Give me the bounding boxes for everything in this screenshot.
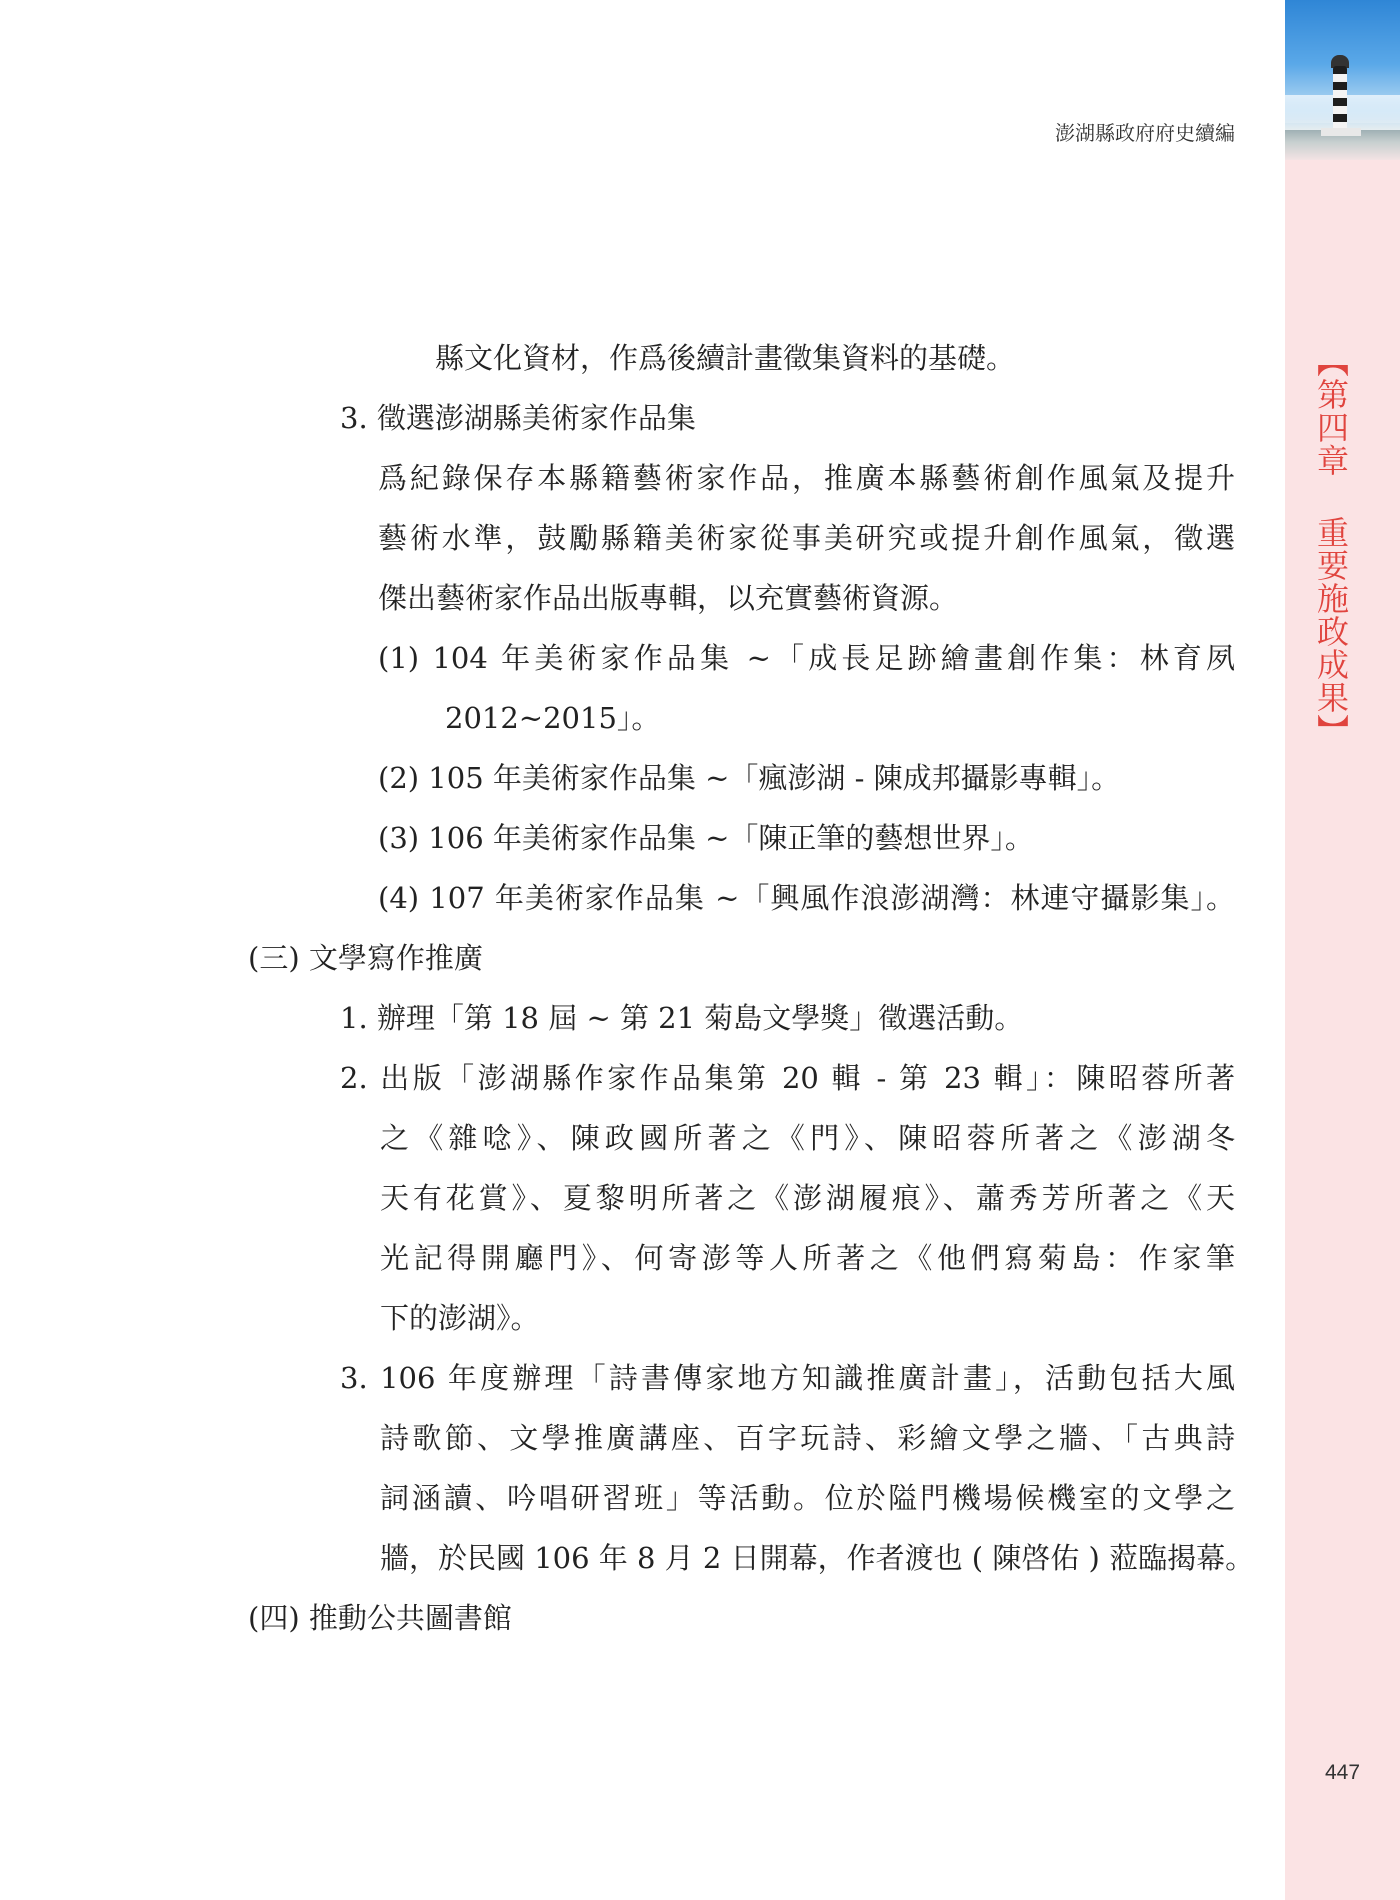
lighthouse-base xyxy=(1321,128,1361,136)
text-line: 光記得開廳門》、何寄澎等人所著之《他們寫菊島：作家筆 xyxy=(380,1241,1235,1275)
text-line: 縣文化資材，作爲後續計畫徵集資料的基礎。 xyxy=(435,341,1016,375)
list-item: (3) 106 年美術家作品集 ~「陳正筆的藝想世界」。 xyxy=(378,821,1034,855)
text-line: 藝術水準，鼓勵縣籍美術家從事美研究或提升創作風氣，徵選 xyxy=(378,521,1235,555)
text-line: 爲紀錄保存本縣籍藝術家作品，推廣本縣藝術創作風氣及提升 xyxy=(378,461,1235,495)
text-line: 3. 106 年度辦理「詩書傳家地方知識推廣計畫」，活動包括大風 xyxy=(340,1361,1235,1395)
text-line: 牆，於民國 106 年 8 月 2 日開幕，作者渡也 ( 陳啓佑 ) 蒞臨揭幕。 xyxy=(380,1541,1255,1575)
running-head: 澎湖縣政府府史續編 xyxy=(1055,121,1235,145)
list-item-continuation: 2012~2015」。 xyxy=(445,701,661,735)
list-item: (4) 107 年美術家作品集 ~「興風作浪澎湖灣：林連守攝影集」。 xyxy=(378,881,1235,915)
text-line: 天有花賞》、夏黎明所著之《澎湖履痕》、蕭秀芳所著之《天 xyxy=(380,1181,1235,1215)
chapter-sidebar xyxy=(1285,0,1400,1900)
text-line: 下的澎湖》。 xyxy=(380,1301,540,1335)
item-heading: 1. 辦理「第 18 屆 ~ 第 21 菊島文學獎」徵選活動。 xyxy=(340,1001,1024,1035)
lighthouse-icon xyxy=(1333,66,1347,132)
section-heading: (四) 推動公共圖書館 xyxy=(248,1601,512,1635)
item-heading: 3. 徵選澎湖縣美術家作品集 xyxy=(340,401,696,435)
page-number: 447 xyxy=(1324,1761,1361,1784)
list-item: (1) 104 年美術家作品集 ~「成長足跡繪畫創作集：林育夙 xyxy=(378,641,1235,675)
text-line: 詩歌節、文學推廣講座、百字玩詩、彩繪文學之牆、「古典詩 xyxy=(380,1421,1235,1455)
text-line: 傑出藝術家作品出版專輯，以充實藝術資源。 xyxy=(378,581,959,615)
text-line: 2. 出版「澎湖縣作家作品集第 20 輯 - 第 23 輯」：陳昭蓉所著 xyxy=(340,1061,1235,1095)
list-item: (2) 105 年美術家作品集 ~「瘋澎湖 - 陳成邦攝影專輯」。 xyxy=(378,761,1121,795)
text-line: 詞涵讀、吟唱研習班」等活動。位於隘門機場候機室的文學之 xyxy=(380,1481,1235,1515)
text-line: 之《雜唸》、陳政國所著之《門》、陳昭蓉所著之《澎湖冬 xyxy=(380,1121,1235,1155)
section-heading: (三) 文學寫作推廣 xyxy=(248,941,483,975)
lighthouse-photo xyxy=(1285,0,1400,160)
chapter-title: 【第四章 重要施政成果】 xyxy=(1312,345,1350,747)
